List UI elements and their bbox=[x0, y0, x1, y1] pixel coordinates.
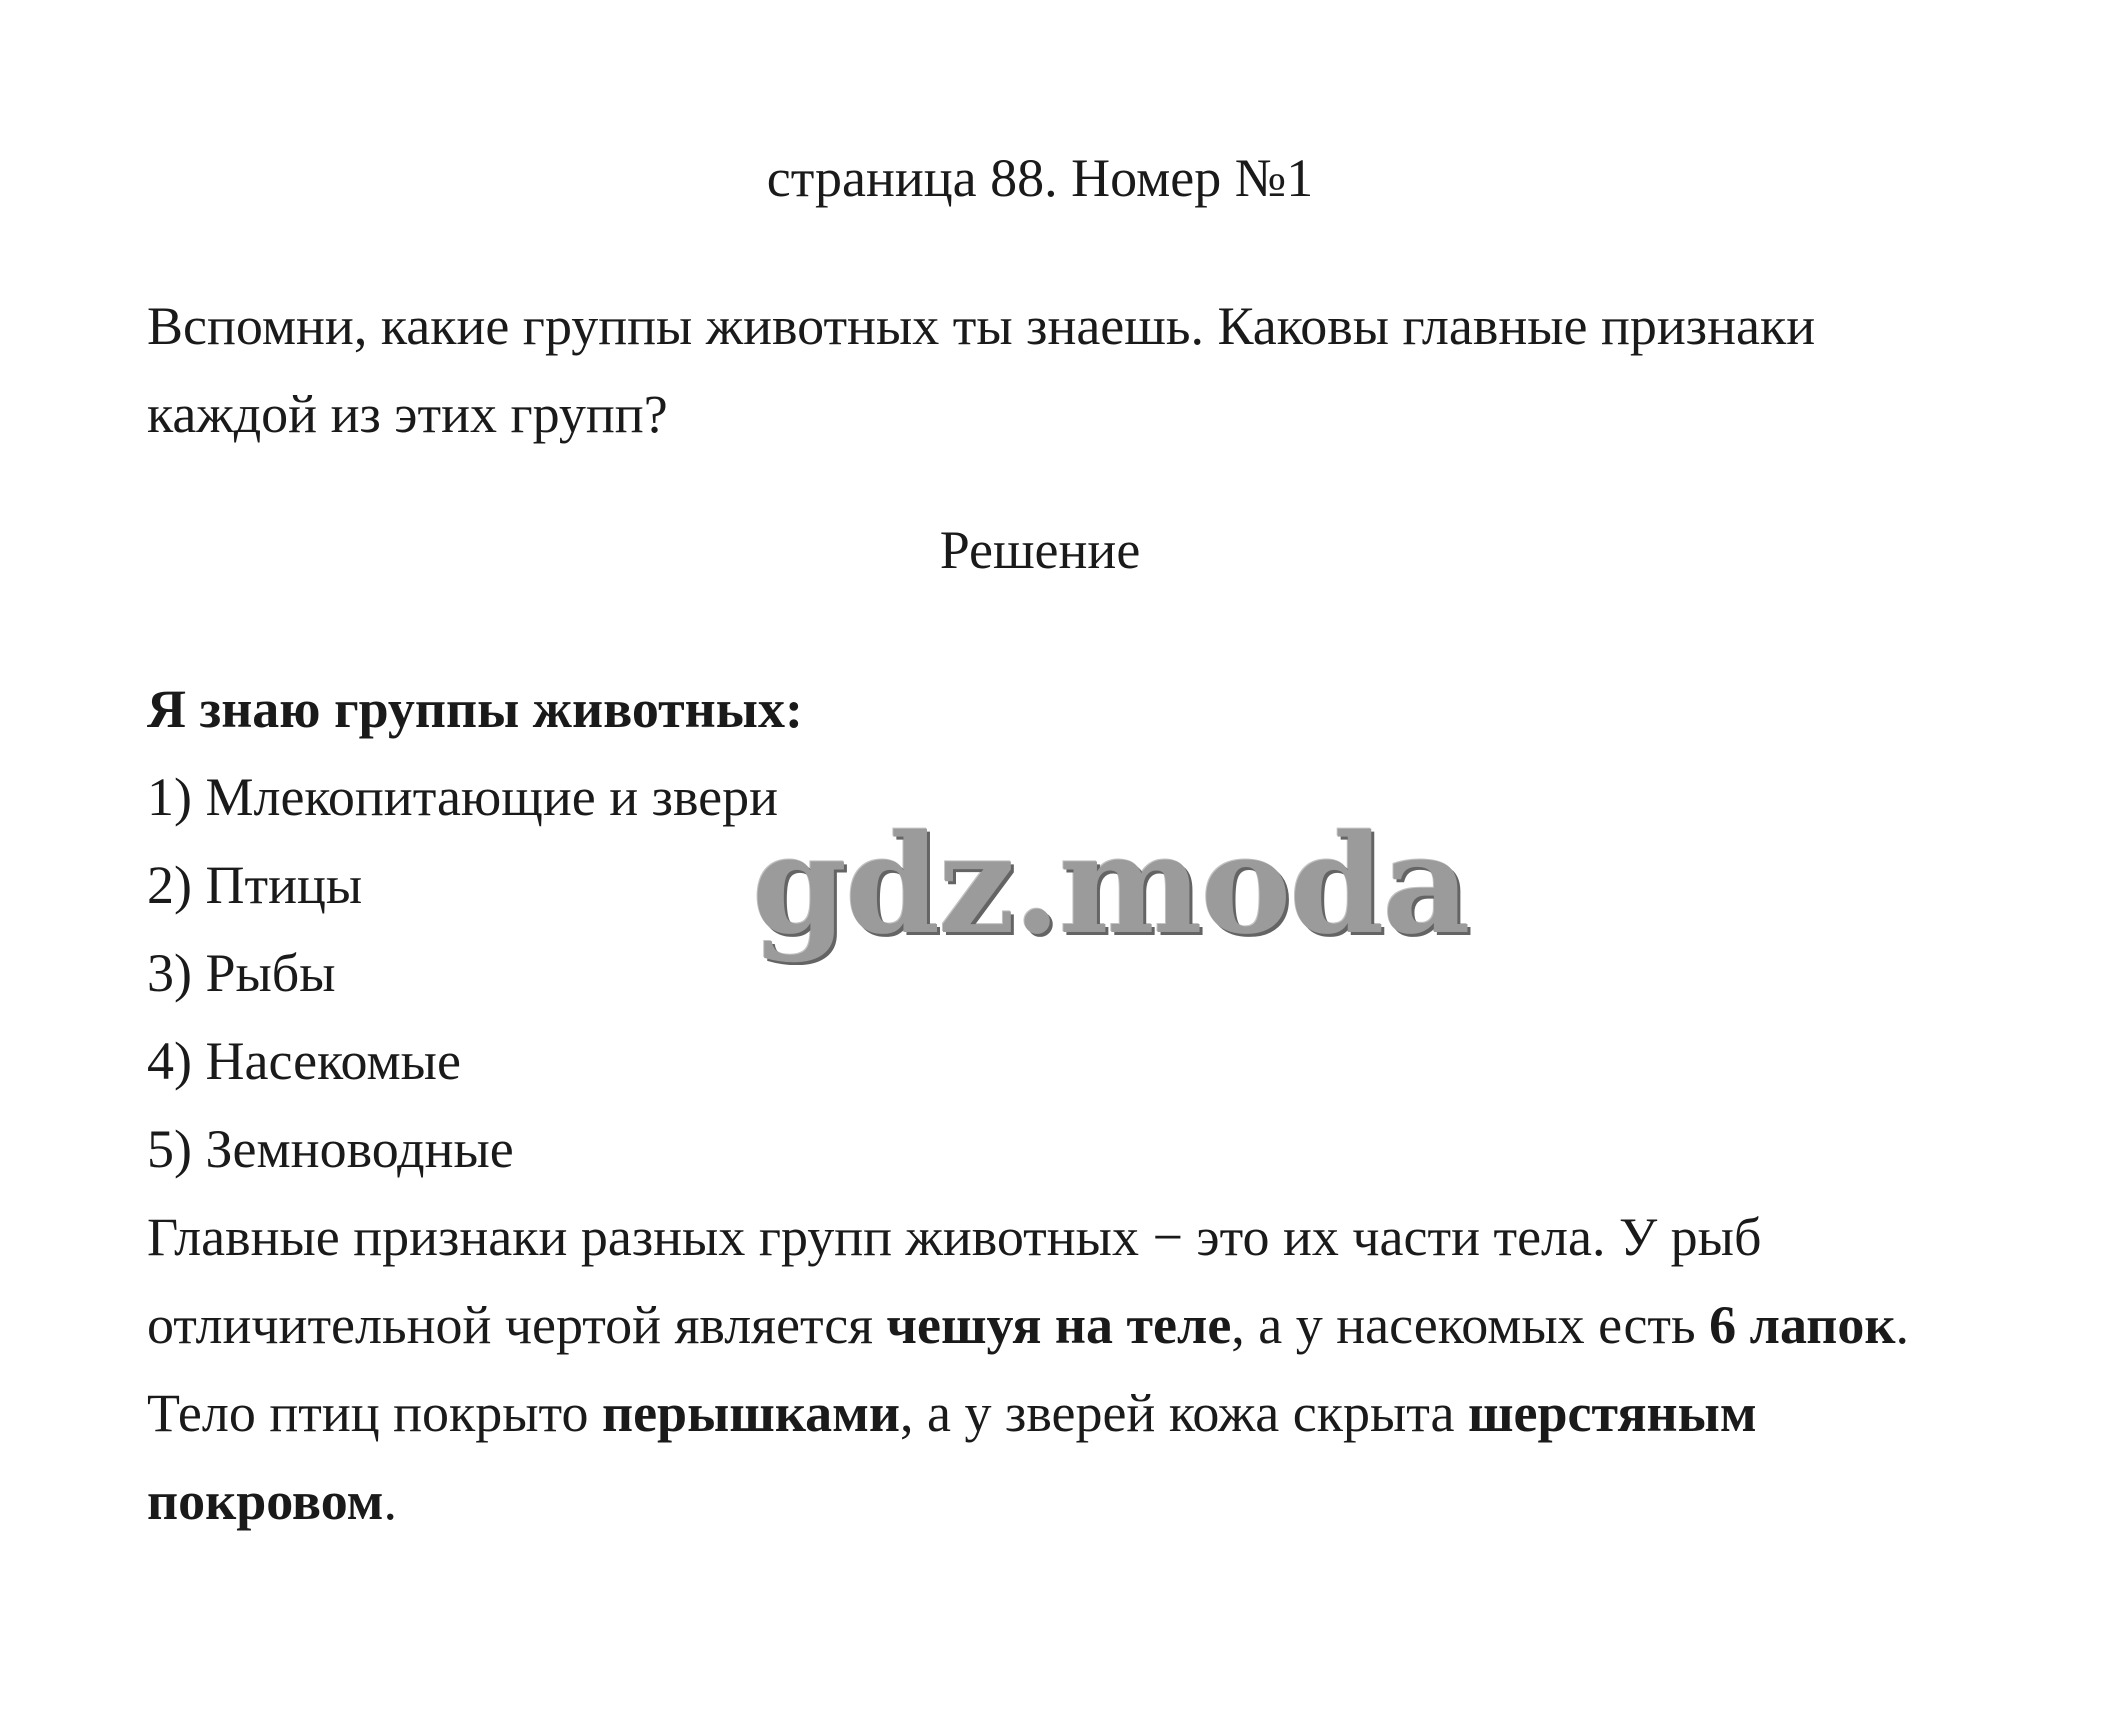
bold-term-fur: шерстяным покровом bbox=[147, 1383, 1757, 1531]
paragraph-text: . Тело птиц покрыто bbox=[147, 1295, 1909, 1443]
answer-title: Я знаю группы животных: bbox=[147, 679, 803, 739]
list-item: 5) Земноводные bbox=[147, 1119, 514, 1179]
paragraph-text: Главные признаки разных групп животных − это их части тела. У рыб отличительной чертой является bbox=[147, 1207, 1762, 1355]
watermark-logo: gdz.moda bbox=[752, 805, 1469, 965]
solution-heading: Решение bbox=[939, 520, 1141, 580]
page-title: страница 88. Номер №1 bbox=[766, 148, 1314, 208]
paragraph-text: , а у зверей кожа скрыта bbox=[900, 1383, 1468, 1443]
list-item: 4) Насекомые bbox=[147, 1031, 461, 1091]
list-item: 1) Млекопитающие и звери bbox=[147, 767, 778, 827]
paragraph-text: . bbox=[383, 1471, 397, 1531]
bold-term-legs: 6 лапок bbox=[1709, 1295, 1896, 1355]
list-item: 3) Рыбы bbox=[147, 943, 336, 1003]
question-text: Вспомни, какие группы животных ты знаешь. Каковы главные признаки каждой из этих групп? bbox=[147, 296, 1816, 444]
bold-term-feathers: перышками bbox=[601, 1383, 901, 1443]
answer-paragraph bbox=[147, 1193, 1947, 1545]
answer-block bbox=[147, 665, 1947, 1545]
list-item: 2) Птицы bbox=[147, 855, 363, 915]
bold-term-scales: чешуя на теле bbox=[886, 1295, 1232, 1355]
paragraph-text: , а у насекомых есть bbox=[1231, 1295, 1710, 1355]
